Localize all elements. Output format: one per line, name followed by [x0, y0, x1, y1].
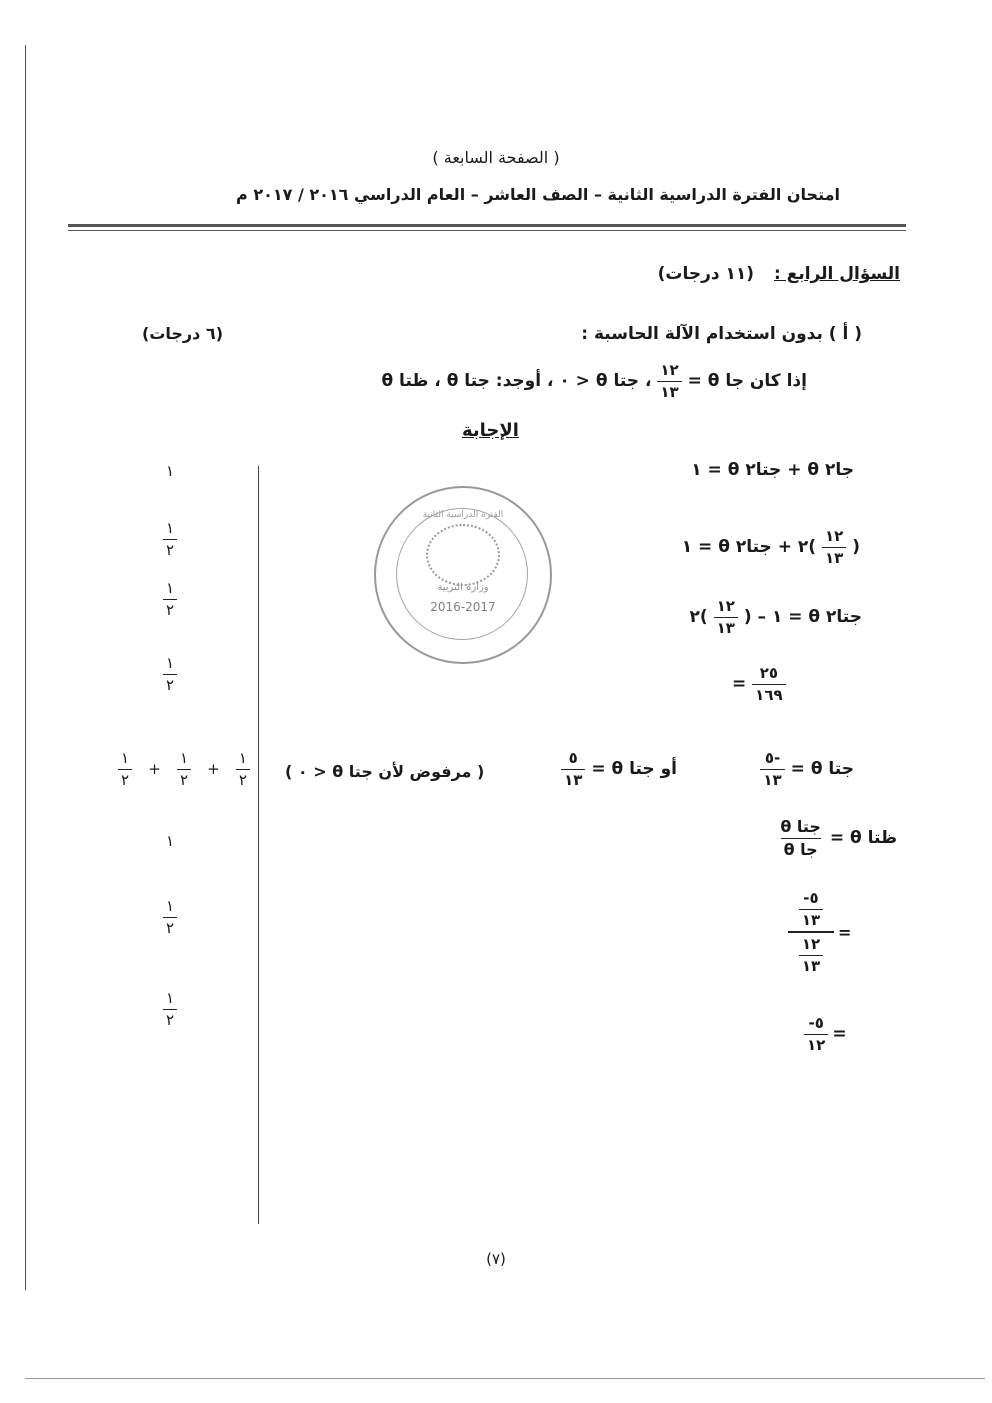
step-4-numerator: ٢٥ [759, 664, 779, 682]
step-3-numerator: ١٢ [716, 597, 735, 615]
step-3 [690, 598, 863, 636]
page-bottom-edge [25, 1378, 985, 1379]
step-5-numerator-2: ٥ [568, 749, 578, 767]
mark-step-6: ١ [165, 832, 175, 850]
step-2 [682, 528, 860, 566]
step-3-close: )٢ [689, 607, 708, 627]
mark-5a-num: ١ [121, 749, 130, 767]
step-3-fraction [714, 598, 738, 636]
mark-4-num: ١ [165, 654, 175, 672]
header-rule-thick [68, 224, 906, 227]
mark-4-den: ٢ [163, 674, 177, 694]
stamp-year: 2016-2017 [430, 600, 496, 614]
step-4-equals: = [732, 674, 747, 694]
step-7-main-bar [788, 931, 834, 933]
step-6-label: ظتا θ = [829, 828, 897, 849]
step-7 [788, 890, 851, 974]
page-label: ( الصفحة السابعة ) [432, 148, 560, 167]
step-7-equals: = [838, 922, 852, 942]
given-statement [381, 362, 807, 400]
step-8 [804, 1015, 847, 1053]
step-7-bottom-fraction [799, 936, 823, 974]
step-5-fraction [760, 750, 784, 788]
step-1: جا٢ θ + جتا٢ θ = ١ [691, 460, 854, 480]
given-fraction [657, 362, 681, 400]
step-6 [777, 818, 897, 858]
stamp-ministry: وزارة التربية [437, 582, 489, 593]
mark-5c-den: ٢ [236, 769, 250, 789]
step-6-denominator: جا θ [781, 838, 821, 859]
step-7-bottom-numerator: ١٢ [801, 935, 821, 953]
step-5-numerator: -٥ [764, 749, 781, 767]
mark-5a-den: ٢ [118, 769, 132, 789]
mark-step-4 [158, 655, 182, 693]
step-6-numerator: جتا θ [780, 817, 821, 836]
step-8-equals: = [832, 1024, 847, 1044]
given-rest: ، جتا θ < ٠ ، أوجد: جتا θ ، ظتا θ [381, 371, 652, 391]
step-5-rejected: ( مرفوض لأن جتا θ < ٠ ) [285, 762, 485, 781]
step-7-top-fraction [799, 890, 823, 928]
step-7-bottom-denominator: ١٣ [799, 955, 823, 975]
step-7-top-denominator: ١٣ [799, 909, 823, 929]
page-number: (٧) [486, 1250, 506, 1268]
mark-7-den: ٢ [163, 917, 177, 937]
mark-step-3 [158, 580, 182, 618]
question-total-marks: (١١ درجات) [657, 264, 755, 284]
step-8-numerator: -٥ [808, 1014, 824, 1032]
mark-5-plus-2: + [207, 760, 220, 778]
step-5-denominator: ١٣ [760, 769, 784, 789]
part-a-marks: (٦ درجات) [142, 324, 223, 343]
step-2-fraction [822, 528, 846, 566]
question-title: السؤال الرابع : [774, 264, 900, 284]
mark-step-5 [118, 750, 250, 788]
step-5-or: أو جتا θ = [591, 759, 677, 779]
step-3-open: جتا٢ θ = ١ – ( [743, 607, 862, 627]
step-5-fraction-2 [561, 750, 585, 788]
mark-2-den: ٢ [163, 539, 177, 559]
mark-step-2 [158, 520, 182, 558]
mark-5-plus-1: + [148, 760, 161, 778]
step-5-alternative [561, 750, 677, 788]
step-8-fraction [804, 1015, 828, 1053]
step-8-denominator: ١٢ [804, 1034, 828, 1054]
part-a-label: ( أ ) بدون استخدام الآلة الحاسبة : [581, 324, 862, 344]
step-5-denominator-2: ١٣ [561, 769, 585, 789]
mark-2-num: ١ [165, 519, 175, 537]
mark-5b-den: ٢ [177, 769, 191, 789]
step-2-close: )٢ + جتا٢ θ = ١ [681, 537, 817, 557]
step-2-open: ( [852, 537, 860, 557]
step-4-fraction [752, 665, 785, 703]
step-2-denominator: ١٣ [822, 547, 846, 567]
emblem-icon [426, 524, 500, 586]
mark-3-num: ١ [165, 579, 175, 597]
given-prefix: إذا كان جا θ = [687, 371, 807, 391]
mark-8-den: ٢ [163, 1009, 177, 1029]
stamp-ring-text: الفترة الدراسية الثانية [422, 510, 504, 520]
official-stamp [374, 486, 552, 664]
answer-heading: الإجابة [462, 420, 519, 441]
header-rule-thin [68, 230, 906, 231]
step-7-top-numerator: -٥ [803, 889, 819, 907]
step-2-numerator: ١٢ [824, 527, 844, 545]
mark-5b-num: ١ [179, 749, 189, 767]
mark-3-den: ٢ [163, 599, 177, 619]
mark-step-1: ١ [165, 462, 175, 480]
mark-7-num: ١ [165, 897, 175, 915]
step-5 [760, 750, 854, 788]
mark-step-7 [158, 898, 182, 936]
step-4-denominator: ١٦٩ [752, 684, 785, 704]
step-6-fraction [777, 818, 824, 858]
page-left-border [25, 45, 26, 1290]
exam-title: امتحان الفترة الدراسية الثانية – الصف العاشر – العام الدراسي ٢٠١٦ / ٢٠١٧ م [236, 185, 840, 204]
mark-8-num: ١ [165, 989, 175, 1007]
question-heading [658, 264, 900, 284]
marks-column-divider [258, 466, 259, 1224]
given-denominator: ١٣ [657, 381, 681, 401]
step-3-denominator: ١٣ [714, 617, 738, 637]
mark-5c-num: ١ [238, 749, 247, 767]
mark-step-8 [158, 990, 182, 1028]
step-5-label: جتا θ = [790, 759, 854, 779]
step-4 [732, 665, 786, 703]
given-numerator: ١٢ [660, 361, 679, 379]
